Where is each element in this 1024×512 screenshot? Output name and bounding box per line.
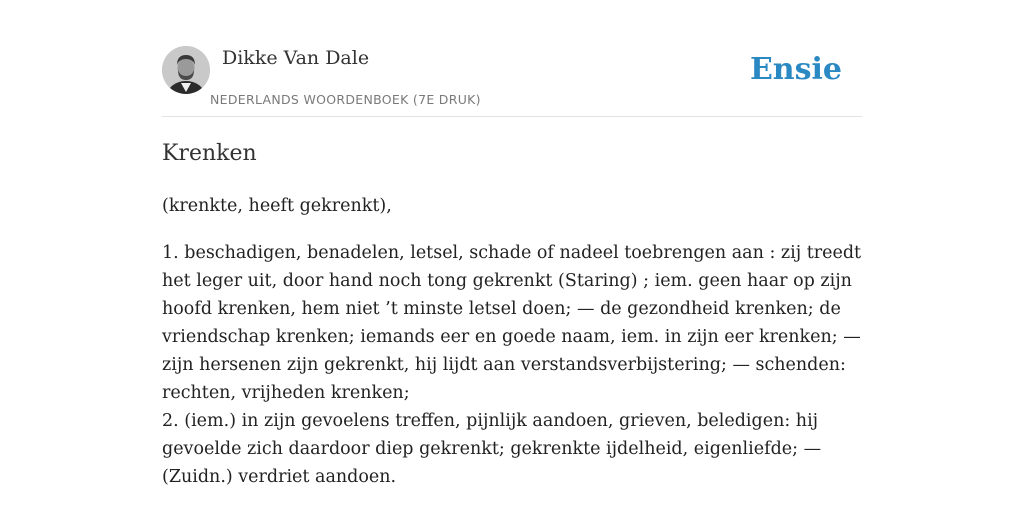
definition-line: rechten, vrijheden krenken;	[162, 383, 410, 403]
definition-line: vriendschap krenken; iemands eer en goede naam, iem. in zijn eer krenken; —	[162, 327, 861, 347]
author-avatar[interactable]	[162, 46, 210, 94]
definition-line: gevoelde zich daardoor diep gekrenkt; gekrenkte ijdelheid, eigenliefde; —	[162, 439, 822, 459]
author-name[interactable]: Dikke Van Dale	[222, 47, 370, 69]
entry-card	[162, 0, 862, 512]
brand-logo[interactable]: Ensie	[749, 52, 842, 87]
definition-line: 1. beschadigen, benadelen, letsel, schade of nadeel toebrengen aan : zij treedt	[162, 243, 862, 263]
definition-line: (Zuidn.) verdriet aandoen.	[162, 467, 397, 487]
entry-definition	[162, 239, 862, 491]
portrait-image	[162, 46, 210, 94]
definition-line: het leger uit, door hand noch tong gekrenkt (Staring) ; iem. geen haar op zijn	[162, 271, 852, 291]
definition-line: 2. (iem.) in zijn gevoelens treffen, pijnlijk aandoen, grieven, beledigen: hij	[162, 411, 819, 431]
entry-header	[162, 0, 862, 117]
entry-title: Krenken	[162, 141, 257, 166]
definition-line: hoofd krenken, hem niet ’t minste letsel doen; — de gezondheid krenken; de	[162, 299, 841, 319]
source-name[interactable]: NEDERLANDS WOORDENBOEK (7E DRUK)	[210, 92, 481, 107]
entry-forms: (krenkte, heeft gekrenkt),	[162, 196, 392, 216]
definition-line: zijn hersenen zijn gekrenkt, hij lijdt aan verstandsverbijstering; — schenden:	[162, 355, 846, 375]
